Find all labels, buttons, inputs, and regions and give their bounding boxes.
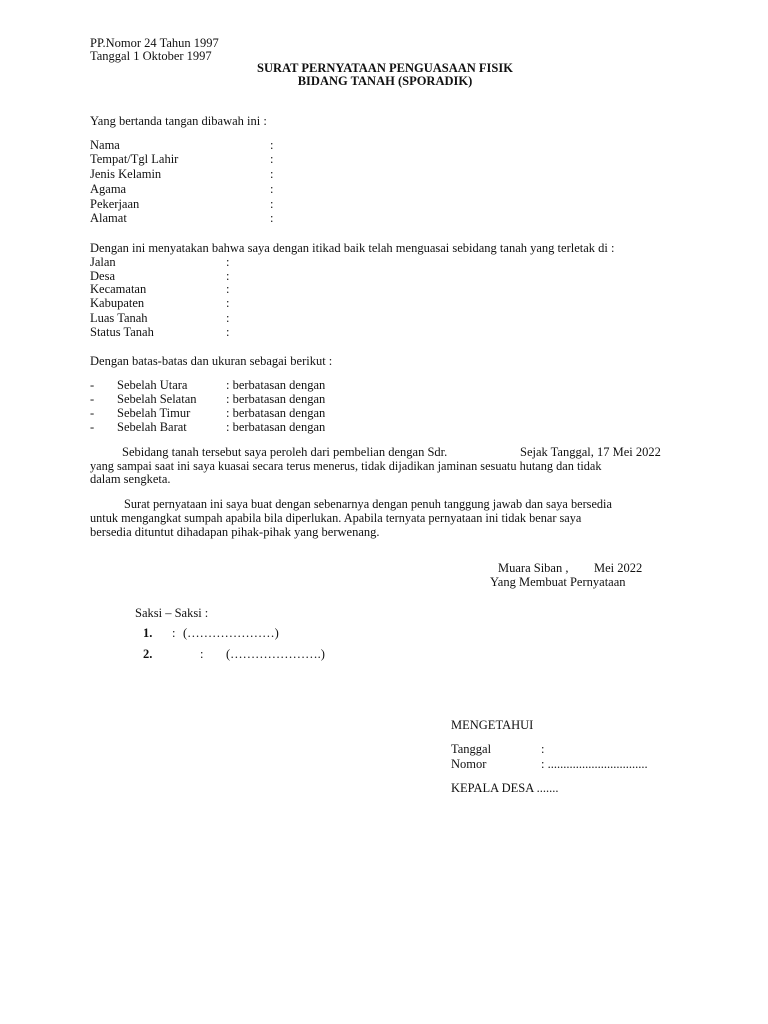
paragraph-date: Sejak Tanggal, 17 Mei 2022 [520,445,661,459]
border-side: Sebelah Timur [117,406,191,420]
paragraph-line: Sebidang tanah tersebut saya peroleh dari pembelian dengan Sdr. [122,445,448,459]
witness-number: 2. [143,647,153,661]
witness-blank: (………………….) [226,647,325,661]
signature-place: Muara Siban , [498,561,569,575]
list-dash: - [90,392,95,406]
border-text: : berbatasan dengan [226,378,326,392]
field-label: Luas Tanah [90,311,148,325]
witnesses-title: Saksi – Saksi : [135,606,209,620]
field-label: Pekerjaan [90,197,140,211]
acknowledge-title: MENGETAHUI [451,718,534,732]
field-label: Kecamatan [90,282,147,296]
acknowledge-number-value: : ................................ [541,757,648,771]
field-label: Status Tanah [90,325,154,339]
field-label: Agama [90,182,127,196]
border-side: Sebelah Selatan [117,392,197,406]
list-dash: - [90,378,95,392]
signature-date: Mei 2022 [594,561,643,575]
field-separator: : [270,167,274,181]
document-title-line2: BIDANG TANAH (SPORADIK) [297,74,473,88]
field-separator: : [226,255,230,269]
border-side: Sebelah Utara [117,378,188,392]
field-label: Nama [90,138,120,152]
intro-text: Yang bertanda tangan dibawah ini : [90,114,267,128]
signature-role: Yang Membuat Pernyataan [490,575,626,589]
field-label: Alamat [90,211,127,225]
paragraph-line: untuk mengangkat sumpah apabila bila diperlukan. Apabila ternyata pernyataan ini tidak benar saya [90,511,582,525]
acknowledge-number-label: Nomor [451,757,487,771]
field-separator: : [270,197,274,211]
witness-blank: (…………………) [183,626,279,640]
witness-number: 1. [143,626,153,640]
field-label: Kabupaten [90,296,145,310]
field-separator: : [270,152,274,166]
witness-separator: : [200,647,204,661]
paragraph-line: bersedia dituntut dihadapan pihak-pihak yang berwenang. [90,525,380,539]
field-separator: : [226,296,230,310]
list-dash: - [90,406,95,420]
location-intro: Dengan ini menyatakan bahwa saya dengan itikad baik telah menguasai sebidang tanah yang terletak di : [90,241,615,255]
border-text: : berbatasan dengan [226,392,326,406]
field-separator: : [270,138,274,152]
field-label: Jenis Kelamin [90,167,162,181]
village-head-label: KEPALA DESA ....... [451,781,559,795]
list-dash: - [90,420,95,434]
field-separator: : [226,282,230,296]
field-label: Jalan [90,255,116,269]
field-separator: : [226,269,230,283]
paragraph-line: Surat pernyataan ini saya buat dengan sebenarnya dengan penuh tanggung jawab dan saya bersedia [124,497,612,511]
field-separator: : [270,211,274,225]
acknowledge-date-label: Tanggal [451,742,492,756]
regulation-reference: PP.Nomor 24 Tahun 1997 [90,36,219,50]
border-text: : berbatasan dengan [226,420,326,434]
field-label: Desa [90,269,115,283]
border-side: Sebelah Barat [117,420,187,434]
acknowledge-number-row [451,757,660,772]
regulation-date: Tanggal 1 Oktober 1997 [90,49,212,63]
document-title-line1: SURAT PERNYATAAN PENGUASAAN FISIK [257,61,513,75]
witness-separator: : [172,626,176,640]
border-text: : berbatasan dengan [226,406,326,420]
paragraph-line: dalam sengketa. [90,472,171,486]
borders-intro: Dengan batas-batas dan ukuran sebagai berikut : [90,354,333,368]
paragraph-line: yang sampai saat ini saya kuasai secara terus menerus, tidak dijadikan jaminan sesuatu hutang dan tidak [90,459,602,473]
field-separator: : [226,325,230,339]
field-label: Tempat/Tgl Lahir [90,152,179,166]
acknowledge-date-separator: : [541,742,545,756]
field-separator: : [226,311,230,325]
field-separator: : [270,182,274,196]
